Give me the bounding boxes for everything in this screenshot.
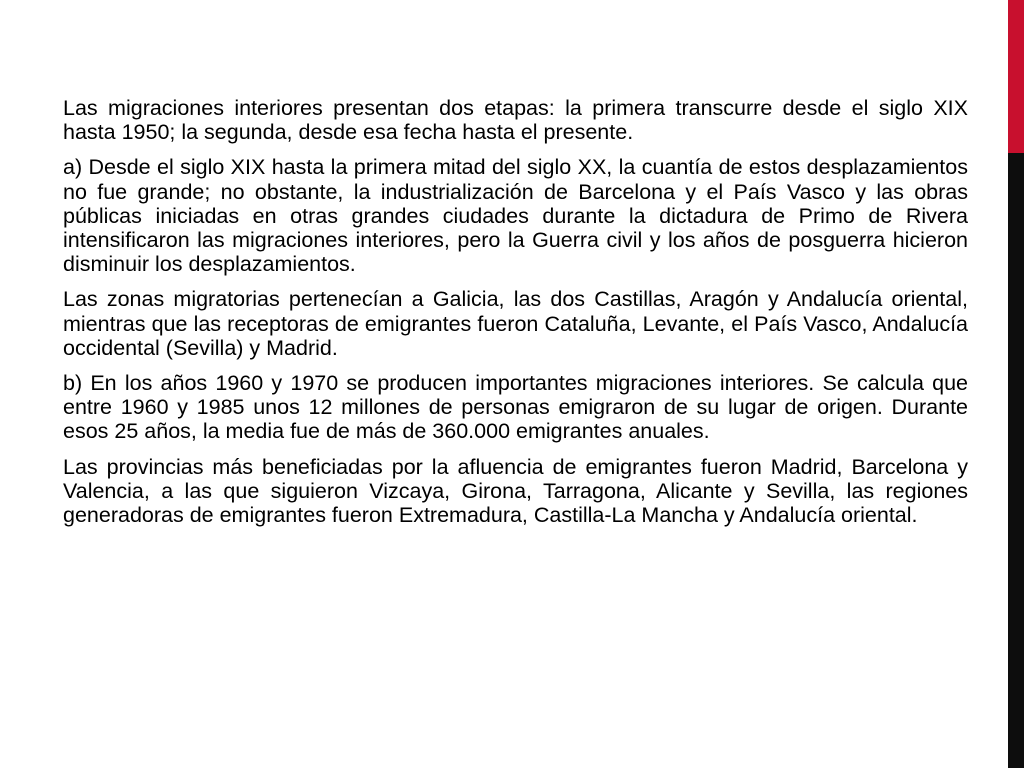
paragraph-stage-a: a) Desde el siglo XIX hasta la primera mitad del siglo XX, la cuantía de estos desplazamientos no fue grande; no obstante, la industrialización de Barcelona y el País Vasco y las obras públicas iniciadas en otras grandes ciudades durante la dictadura de Primo de Rivera intensificaron las migraciones interiores, pero la Guerra civil y los años de posguerra hicieron disminuir los desplazamientos. xyxy=(63,155,968,277)
paragraph-intro: Las migraciones interiores presentan dos etapas: la primera transcurre desde el siglo XIX hasta 1950; la segunda, desde esa fecha hasta el presente. xyxy=(63,96,968,145)
slide-body xyxy=(63,96,968,538)
paragraph-stage-b: b) En los años 1960 y 1970 se producen importantes migraciones interiores. Se calcula que entre 1960 y 1985 unos 12 millones de personas emigraron de su lugar de origen. Durante esos 25 años, la media fue de más de 360.000 emigrantes anuales. xyxy=(63,371,968,444)
paragraph-zones: Las zonas migratorias pertenecían a Galicia, las dos Castillas, Aragón y Andalucía oriental, mientras que las receptoras de emigrantes fueron Cataluña, Levante, el País Vasco, Andalucía occidental (Sevilla) y Madrid. xyxy=(63,287,968,360)
accent-bar-red xyxy=(1008,0,1024,153)
paragraph-provinces: Las provincias más beneficiadas por la afluencia de emigrantes fueron Madrid, Barcelona y Valencia, a las que siguieron Vizcaya, Girona, Tarragona, Alicante y Sevilla, las regiones generadoras de emigrantes fueron Extremadura, Castilla-La Mancha y Andalucía oriental. xyxy=(63,454,968,528)
accent-bar-dark xyxy=(1008,153,1024,768)
